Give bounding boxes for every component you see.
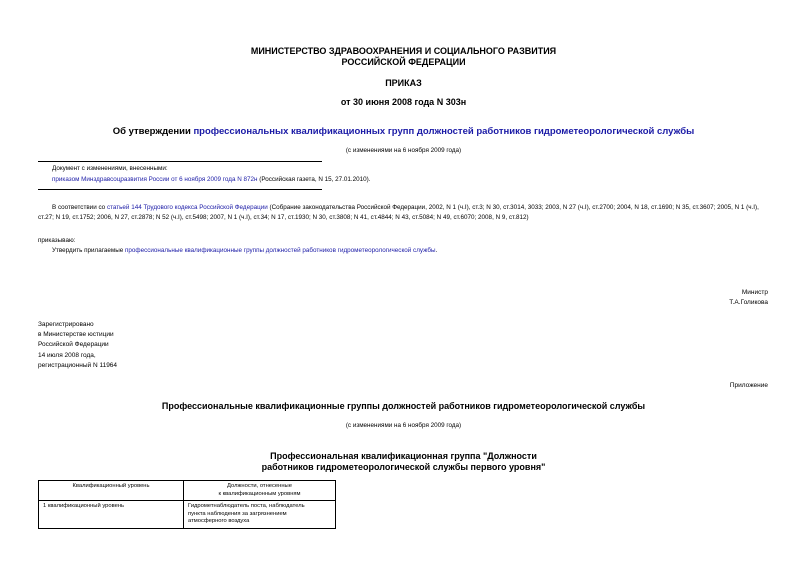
basis-paragraph xyxy=(38,203,772,223)
registration-line1: Зарегистрировано xyxy=(38,321,94,328)
appendix-title: Профессиональные квалификационные группы должностей работников гидрометеорологической службы xyxy=(161,401,646,411)
basis-text: (Собрание законодательства Российской Федерации, 2002, N 1 (ч.I), ст.3; N 30, ст.3014, 3033; 2003, N 27 (ч.I), ст.2700; 2004, N 18, ст.1690; N 35, ст.3607; 2005, N 1 (ч.I), ст.27; N 19, ст.1752; 2006, N 27, ст.2878; N 52 (ч.I), ст.5498; 2007, N 1 (ч.I), ст.34; N 17, ст.1930; N 30, ст.3808; N 41, ст.4844; N 43, ст.5084; N 49, ст.6070; 2008, N 9, ст.812) xyxy=(38,204,759,221)
approve-link[interactable]: профессиональные квалификационные группы должностей работников гидрометеорологической службы xyxy=(125,247,436,254)
changes-bottom-rule xyxy=(38,189,322,190)
doc-title xyxy=(0,126,807,138)
appendix-amendment-note: (с изменениями на 6 ноября 2009 года) xyxy=(345,422,462,429)
table-header-positions xyxy=(184,481,336,501)
ministry-heading-line1: МИНИСТЕРСТВО ЗДРАВООХРАНЕНИЯ И СОЦИАЛЬНОГО РАЗВИТИЯ xyxy=(250,46,557,56)
group-title-line2: работников гидрометеорологической службы первого уровня" xyxy=(261,462,546,472)
table-row xyxy=(39,501,336,529)
qualification-table xyxy=(38,480,336,529)
table-header-positions-line2: к квалификационным уровням xyxy=(218,490,301,497)
registration-line2: в Министерстве юстиции xyxy=(38,331,114,339)
table-header-level: Квалификационный уровень xyxy=(39,481,184,501)
table-cell-positions xyxy=(184,501,336,529)
registration-line5: регистрационный N 11964 xyxy=(38,361,118,369)
table-cell-level: 1 квалификационный уровень xyxy=(39,501,184,529)
group-title-line1: Профессиональная квалификационная группа "Должности xyxy=(270,451,537,461)
changes-tail: (Российская газета, N 15, 27.01.2010). xyxy=(257,176,371,183)
table-cell-positions-line2: пункта наблюдения за загрязнением xyxy=(188,510,287,517)
ministry-heading-line2: РОССИЙСКОЙ ФЕДЕРАЦИИ xyxy=(341,57,466,67)
registration-block xyxy=(38,320,117,371)
changes-intro: Документ с изменениями, внесенными: xyxy=(52,165,168,172)
order-word: приказываю: xyxy=(38,237,76,244)
table-cell-positions-line3: атмосферного воздуха xyxy=(188,518,250,524)
registration-line4: 14 июля 2008 года, xyxy=(38,351,96,359)
labor-code-link[interactable]: статьей 144 Трудового кодекса Российской Федерации xyxy=(106,204,268,211)
amendment-note: (с изменениями на 6 ноября 2009 года) xyxy=(345,147,462,154)
table-header-row xyxy=(39,481,336,501)
approve-paragraph xyxy=(52,246,437,255)
doc-title-link[interactable]: профессиональных квалификационных групп должностей работников гидрометеорологической службы xyxy=(193,126,695,137)
changes-line xyxy=(52,175,370,184)
registration-line3: Российской Федерации xyxy=(38,341,109,349)
doc-title-prefix: Об утверждении xyxy=(112,126,194,137)
doc-type-heading: ПРИКАЗ xyxy=(385,78,422,88)
signature-position: Министр xyxy=(741,289,768,296)
basis-prefix: В соответствии со xyxy=(52,204,107,211)
doc-date: от 30 июня 2008 года N 303н xyxy=(340,97,467,107)
appendix-label: Приложение xyxy=(729,382,768,389)
table-cell-positions-line1: Гидрометнаблюдатель поста, наблюдатель xyxy=(188,503,305,509)
signature-name: Т.А.Голикова xyxy=(729,299,768,306)
table-header-positions-line1: Должности, отнесенные xyxy=(227,483,292,489)
changes-link[interactable]: приказом Минздравсоцразвития России от 6 ноября 2009 года N 872н xyxy=(52,176,258,183)
approve-prefix: Утвердить прилагаемые xyxy=(52,247,125,254)
approve-tail: . xyxy=(435,247,438,254)
changes-top-rule xyxy=(38,161,322,162)
